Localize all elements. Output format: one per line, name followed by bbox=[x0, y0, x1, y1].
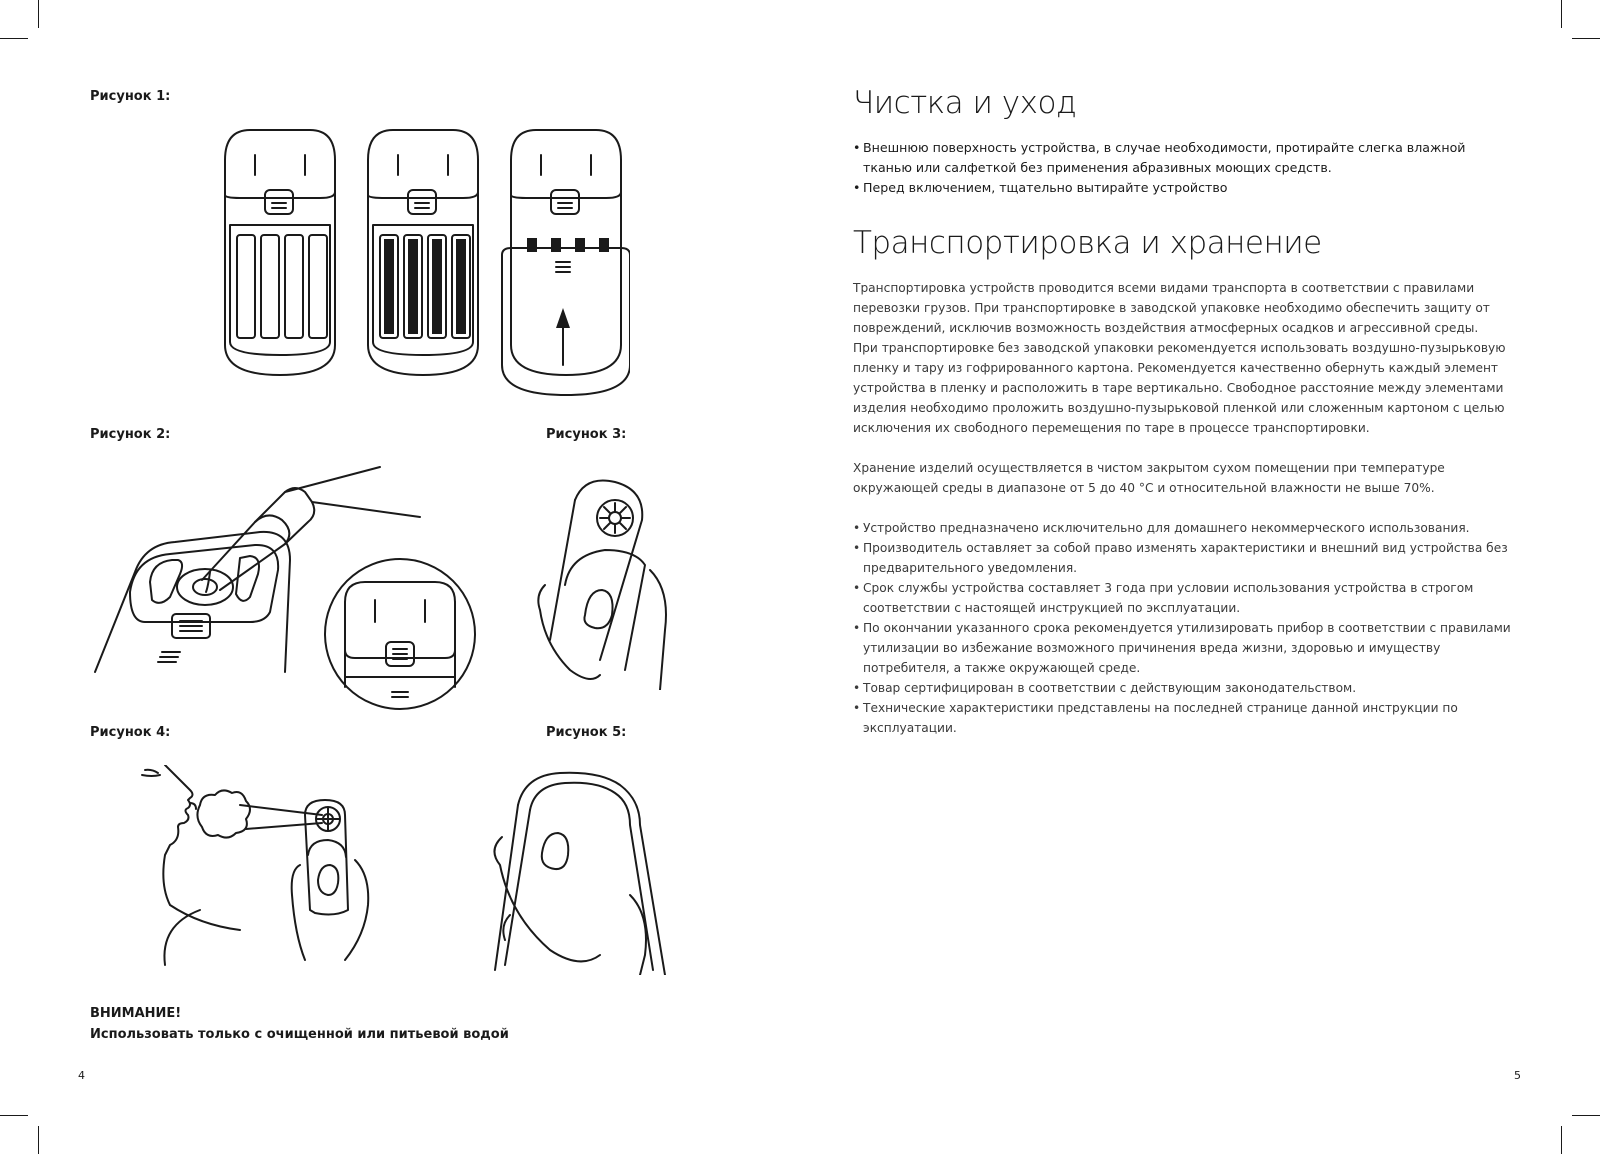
dropper-bottle bbox=[202, 467, 420, 592]
crop-mark bbox=[1561, 0, 1562, 28]
figure-5-label: Рисунок 5: bbox=[546, 725, 627, 740]
warning-title: ВНИМАНИЕ! bbox=[90, 1006, 182, 1021]
list-item: • Срок службы устройства составляет 3 года при условии использования устройства в строгом соответствии с настоящей инструкцией по эксплуатации. bbox=[853, 578, 1513, 618]
warning-text: Использовать только с очищенной или питьевой водой bbox=[90, 1027, 509, 1042]
figure-4-label: Рисунок 4: bbox=[90, 725, 171, 740]
device-batteries-empty bbox=[225, 130, 335, 375]
figure-1-illustration bbox=[210, 120, 630, 400]
figure-5-illustration bbox=[490, 765, 690, 975]
page-number-right: 5 bbox=[1514, 1069, 1521, 1082]
crop-mark bbox=[0, 38, 28, 39]
figure-2-illustration bbox=[90, 462, 480, 712]
transport-bullets bbox=[853, 518, 1513, 738]
list-item: • По окончании указанного срока рекомендуется утилизировать прибор в соответствии с правилами утилизации во избежание возможного причинения вреда жизни, здоровью и имуществу потребителя, а также окружающей среде. bbox=[853, 618, 1513, 678]
list-item: • Производитель оставляет за собой право изменять характеристики и внешний вид устройства без предварительного уведомления. bbox=[853, 538, 1513, 578]
figure-3-label: Рисунок 3: bbox=[546, 427, 627, 442]
breath-cloud bbox=[197, 790, 250, 837]
figure-1-label: Рисунок 1: bbox=[90, 89, 171, 104]
device-batteries-inserted bbox=[368, 130, 478, 375]
heading-cleaning: Чистка и уход bbox=[853, 85, 1077, 121]
heading-transport: Транспортировка и хранение bbox=[853, 225, 1322, 261]
section-transport bbox=[853, 225, 1513, 738]
section-cleaning bbox=[853, 85, 1513, 198]
inset-device-top bbox=[325, 559, 475, 709]
crop-mark bbox=[38, 0, 39, 28]
device-in-hand bbox=[164, 800, 368, 965]
list-item: • Внешнюю поверхность устройства, в случае необходимости, протирайте слегка влажной тканью или салфеткой без применения абразивных моющих средств. bbox=[853, 138, 1513, 178]
device-tilted bbox=[95, 532, 290, 672]
warning-block bbox=[90, 1003, 509, 1045]
list-item: • Товар сертифицирован в соответствии с действующим законодательством. bbox=[853, 678, 1513, 698]
crop-mark bbox=[1572, 1115, 1600, 1116]
list-item: • Устройство предназначено исключительно для домашнего некоммерческого использования. bbox=[853, 518, 1513, 538]
figure-4-illustration bbox=[140, 765, 400, 975]
crop-mark bbox=[1561, 1126, 1562, 1154]
crop-mark bbox=[38, 1126, 39, 1154]
list-item: • Перед включением, тщательно вытирайте устройство bbox=[853, 178, 1513, 198]
list-item: • Технические характеристики представлены на последней странице данной инструкции по эксплуатации. bbox=[853, 698, 1513, 738]
paragraph: Транспортировка устройств проводится всеми видами транспорта в соответствии с правилами перевозки грузов. При транспортировке в заводской упаковке необходимо обеспечить защиту от повреждений, исключив возможность воздействия атмосферных осадков и агрессивной среды. bbox=[853, 281, 1490, 335]
crop-mark bbox=[1572, 38, 1600, 39]
paragraph: Хранение изделий осуществляется в чистом закрытом сухом помещении при температуре окружающей среды в диапазоне от 5 до 40 °С и относительной влажности не выше 70%. bbox=[853, 461, 1445, 495]
paragraph: При транспортировке без заводской упаковки рекомендуется использовать воздушно-пузырьковую пленку и тару из гофрированного картона. Рекомендуется качественно обернуть каждый элемент устройства в пленку и расположить в таре вертикально. Свободное расстояние между элементами изделия необходимо проложить воздушно-пузырьковой пленкой или сложенным картоном с целью исключения их свободного перемещения по таре в процессе транспортировки. bbox=[853, 341, 1506, 435]
crop-mark bbox=[0, 1115, 28, 1116]
cleaning-bullets bbox=[853, 138, 1513, 198]
device-cover-closing bbox=[502, 130, 630, 395]
figure-3-illustration bbox=[530, 470, 700, 690]
figure-2-label: Рисунок 2: bbox=[90, 427, 171, 442]
page-number-left: 4 bbox=[78, 1069, 85, 1082]
